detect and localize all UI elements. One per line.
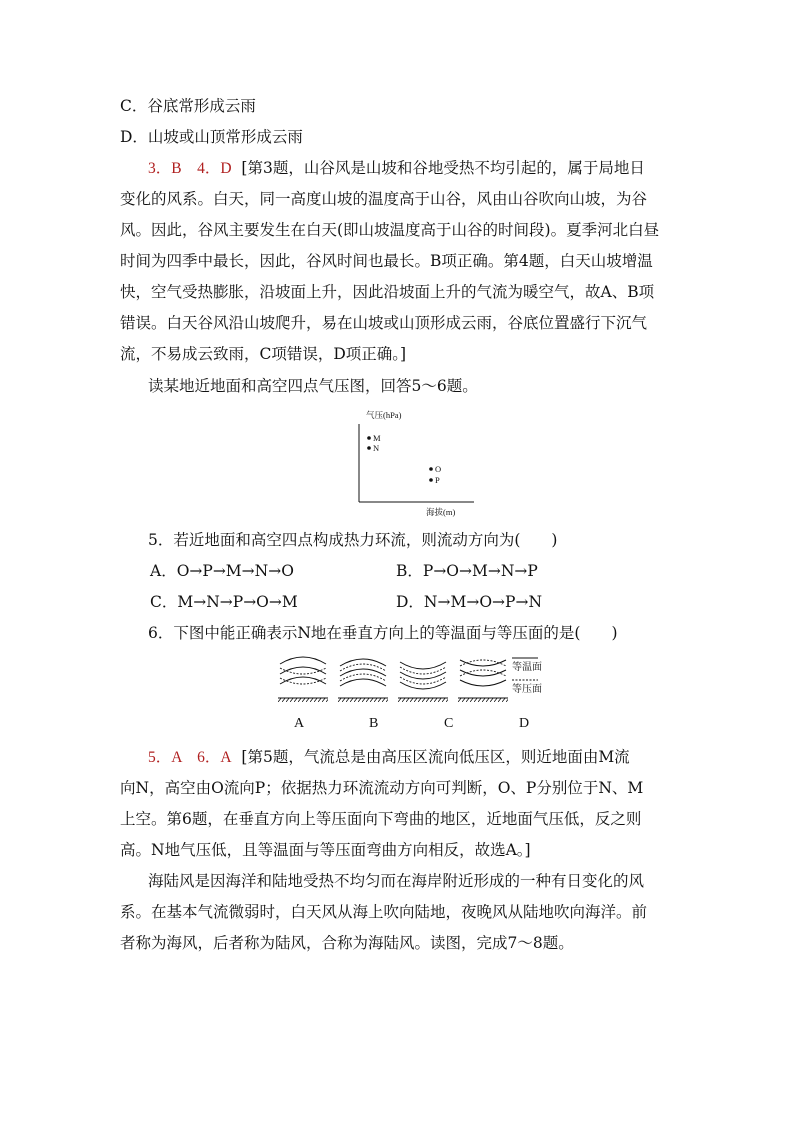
isosurface-diagrams [270,652,570,708]
q6-stem: 6．下图中能正确表示N地在垂直方向上的等温面与等压面的是( ) [148,624,618,642]
passage-7-8-line-3: 者称为海风，后者称为陆风，合称为海陆风。读图，完成7～8题。 [120,934,574,952]
point-o-label: O [435,464,442,474]
q5-option-d: D．N→M→O→P→N [396,593,543,611]
answer-5-6-marker: 5．A 6．A [148,749,232,766]
answer-3-4-marker: 3．B 4．D [148,160,232,177]
point-p-dot [429,478,433,482]
point-m-dot [367,436,371,440]
chart-xlabel: 海拔(m) [426,507,456,517]
answer-5-6-line-2: 向N，高空由O流向P；依据热力环流流动方向可判断，O、P分别位于N、M [120,779,644,797]
point-o-dot [429,467,433,471]
intro-5-6: 读某地近地面和高空四点气压图，回答5～6题。 [148,377,478,395]
legend-isotherm: 等温面 [512,662,542,673]
q5-stem: 5．若近地面和高空四点构成热力环流，则流动方向为( ) [148,531,558,549]
q5-option-b: B．P→O→M→N→P [396,562,538,580]
passage-7-8-line-1: 海陆风是因海洋和陆地受热不均匀而在海岸附近形成的一种有日变化的风 [148,872,645,890]
answer-5-6-line-3: 上空。第6题，在垂直方向上等压面向下弯曲的地区，近地面气压低，反之则 [120,810,642,828]
chart-ylabel: 气压(hPa) [366,410,402,420]
q5-option-a: A．O→P→M→N→O [150,562,294,580]
answer-3-4-line-1: 3．B 4．D [第3题，山谷风是山坡和谷地受热不均引起的，属于局地日 [148,159,645,177]
point-p-label: P [435,475,440,485]
diagram-b [338,659,388,702]
diagram-label-a: A [294,716,305,731]
option-d-q2: D．山坡或山顶常形成云雨 [120,128,303,146]
passage-7-8-line-2: 系。在基本气流微弱时，白天风从海上吹向陆地，夜晚风从陆地吹向海洋。前 [120,903,648,921]
answer-3-4-line-6: 错误。白天谷风沿山坡爬升，易在山坡或山顶形成云雨，谷底位置盛行下沉气 [120,314,648,332]
answer-3-4-line-4: 时间为四季中最长，因此，谷风时间也最长。B项正确。第4题，白天山坡增温 [120,252,653,270]
answer-3-4-line-2: 变化的风系。白天，同一高度山坡的温度高于山谷，风由山谷吹向山坡，为谷 [120,190,648,208]
answer-3-4-line-3: 风。因此，谷风主要发生在白天(即山坡温度高于山谷的时间段)。夏季河北白昼 [120,221,660,239]
point-n-dot [367,446,371,450]
answer-5-6-line-1: 5．A 6．A [第5题，气流总是由高压区流向低压区，则近地面由M流 [148,748,630,766]
diagram-label-d: D [519,716,530,731]
legend-isobar: 等压面 [512,684,542,695]
pressure-chart [352,404,482,519]
answer-5-6-line-4: 高。N地气压低，且等温面与等压面弯曲方向相反，故选A。] [120,841,531,859]
diagram-d [458,660,508,702]
answer-3-4-line-5: 快，空气受热膨胀，沿坡面上升，因此沿坡面上升的气流为暖空气，故A、B项 [120,283,655,301]
option-c-q2: C．谷底常形成云雨 [120,97,256,115]
diagram-label-c: C [444,716,454,731]
q5-option-c: C．M→N→P→O→M [150,593,298,611]
diagram-label-b: B [369,716,379,731]
answer-3-4-line-7: 流，不易成云致雨，C项错误，D项正确。] [120,345,407,363]
diagram-c [398,662,448,702]
point-m-label: M [373,433,381,443]
diagram-a [278,657,328,702]
point-n-label: N [373,443,380,453]
diagram-legend [512,658,542,695]
